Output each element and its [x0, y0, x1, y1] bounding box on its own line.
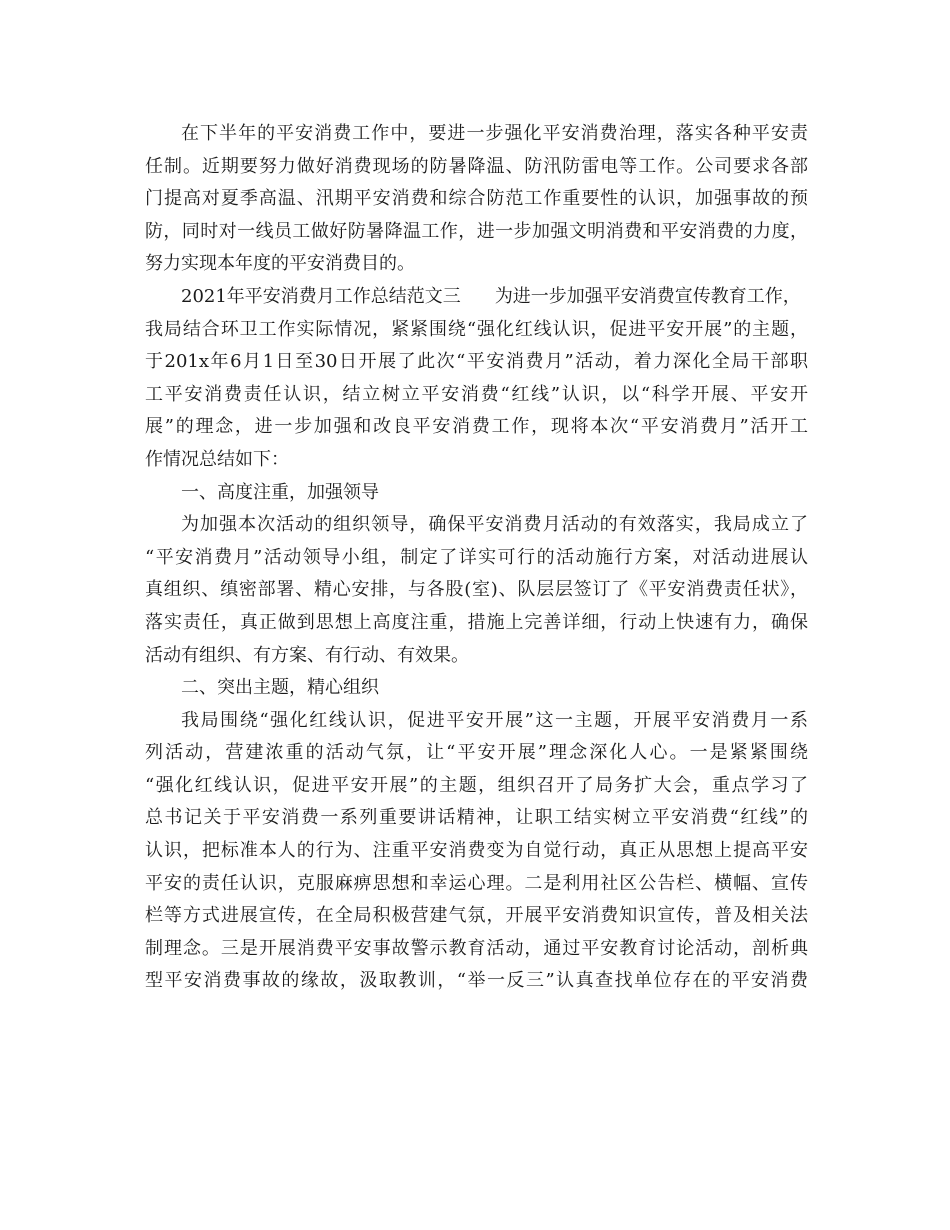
paragraph-line: 制理念。三是开展消费平安事故警示教育活动，通过平安教育讨论活动，剖析典 — [145, 937, 808, 959]
paragraph-line: 真组织、缜密部署、精心安排，与各股(室)、队层层签订了《平安消费责任状》， — [145, 579, 808, 601]
paragraph-line: 认识，把标准本人的行为、注重平安消费变为自觉行动，真正从思想上提高平安 — [145, 840, 808, 862]
paragraph-line: 我局结合环卫工作实际情况，紧紧围绕“强化红线认识，促进平安开展”的主题， — [145, 318, 808, 340]
section-title-inline: 2021年平安消费月工作总结范文三 — [181, 285, 461, 307]
paragraph-line: 我局围绕“强化红线认识，促进平安开展”这一主题，开展平安消费月一系 — [181, 709, 808, 731]
paragraph-line: 任制。近期要努力做好消费现场的防暑降温、防汛防雷电等工作。公司要求各部 — [145, 155, 808, 177]
paragraph-line: 型平安消费事故的缘故，汲取教训，“举一反三”认真查找单位存在的平安消费 — [145, 970, 808, 992]
paragraph-line: 于201x年6月1日至30日开展了此次“平安消费月”活动，着力深化全局干部职 — [145, 351, 808, 373]
paragraph-text: 为进一步加强平安消费宣传教育工作， — [494, 285, 801, 307]
section-heading: 二、突出主题，精心组织 — [181, 677, 379, 699]
paragraph-line: “强化红线认识，促进平安开展”的主题，组织召开了局务扩大会，重点学习了 — [145, 774, 808, 796]
paragraph-line: 在下半年的平安消费工作中，要进一步强化平安消费治理，落实各种平安责 — [181, 123, 808, 144]
section-heading: 一、高度注重，加强领导 — [181, 481, 379, 503]
paragraph-line — [145, 281, 808, 314]
paragraph-line: 列活动，营建浓重的活动气氛，让“平安开展”理念深化人心。一是紧紧围绕 — [145, 742, 808, 764]
paragraph-line: 努力实现本年度的平安消费目的。 — [145, 253, 415, 275]
paragraph-line: 展”的理念，进一步加强和改良平安消费工作，现将本次“平安消费月”活开工 — [145, 416, 808, 438]
paragraph-line: 门提高对夏季高温、汛期平安消费和综合防范工作重要性的认识，加强事故的预 — [145, 188, 808, 210]
paragraph-line: 总书记关于平安消费一系列重要讲话精神，让职工结实树立平安消费“红线”的 — [145, 807, 808, 829]
paragraph-line: 作情况总结如下： — [145, 448, 289, 470]
paragraph-line: 为加强本次活动的组织领导，确保平安消费月活动的有效落实，我局成立了 — [181, 514, 808, 536]
document-body — [145, 118, 808, 998]
paragraph-line: 工平安消费责任认识，结立树立平安消费“红线”认识，以“科学开展、平安开 — [145, 383, 808, 405]
paragraph-line: “平安消费月”活动领导小组，制定了详实可行的活动施行方案，对活动进展认 — [145, 546, 808, 568]
paragraph-line: 栏等方式进展宣传，在全局积极营建气氛，开展平安消费知识宣传，普及相关法 — [145, 905, 808, 927]
paragraph-line: 平安的责任认识，克服麻痹思想和幸运心理。二是利用社区公告栏、横幅、宣传 — [145, 872, 808, 894]
paragraph-line: 防，同时对一线员工做好防暑降温工作，进一步加强文明消费和平安消费的力度， — [145, 220, 808, 242]
paragraph-line: 落实责任，真正做到思想上高度注重，措施上完善详细，行动上快速有力，确保 — [145, 611, 808, 633]
paragraph-line: 活动有组织、有方案、有行动、有效果。 — [145, 644, 469, 666]
